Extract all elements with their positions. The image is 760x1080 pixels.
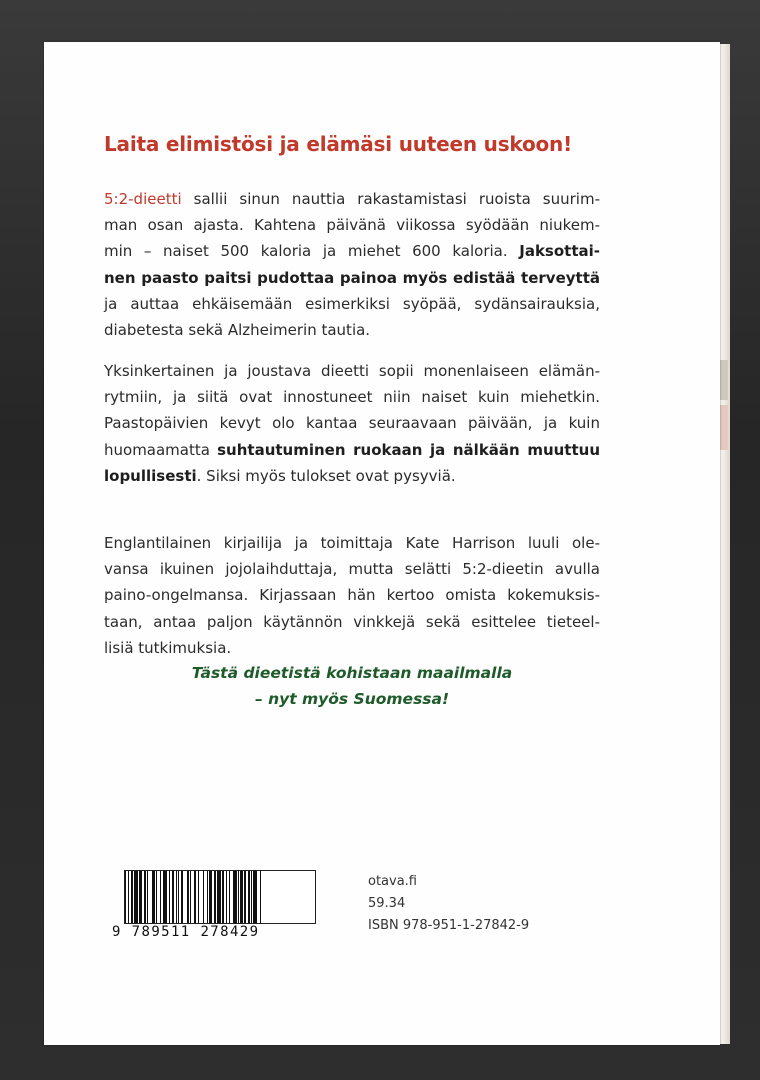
- paragraph-line: min – naiset 500 kaloria ja miehet 600 kaloria. Jaksottai-: [104, 242, 600, 261]
- paragraph-line: ja auttaa ehkäisemään esimerkiksi syöpää, sydänsairauksia,: [104, 294, 600, 313]
- barcode-bar: [261, 871, 262, 923]
- spine-shadow-mark: [720, 360, 728, 400]
- paragraph-line: Paastopäivien kevyt olo kantaa seuraavaan päivään, ja kuin: [104, 414, 600, 433]
- spine-shadow-mark: [720, 405, 728, 450]
- description-paragraph-2: [104, 358, 600, 489]
- tagline-line-1: Tästä dieetistä kohistaan maailmalla: [191, 664, 513, 682]
- paragraph-line: Englantilainen kirjailija ja toimittaja Kate Harrison luuli ole-: [104, 534, 600, 552]
- classification-code: 59.34: [368, 896, 406, 911]
- isbn-number: ISBN 978-951-1-27842-9: [368, 918, 530, 933]
- paragraph-line: rytmiin, ja siitä ovat innostuneet niin naiset kuin miehetkin.: [104, 388, 600, 407]
- paragraph-line: paino-ongelmansa. Kirjassaan hän kertoo omista kokemuksis-: [104, 586, 600, 605]
- barcode-digits: 9 789511 278429: [112, 924, 260, 940]
- paragraph-line: huomaamatta suhtautuminen ruokaan ja nälkään muuttuu: [104, 440, 601, 459]
- paragraph-line: diabetesta sekä Alzheimerin tautia.: [104, 321, 371, 340]
- paragraph-line: 5:2-dieetti sallii sinun nauttia rakastamistasi ruoista suurim-: [104, 190, 600, 208]
- back-cover-headline: Laita elimistösi ja elämäsi uuteen uskoon!: [104, 132, 573, 156]
- diet-name-highlight: 5:2-dieetti: [104, 190, 182, 208]
- paragraph-line: vansa ikuinen jojolaihduttaja, mutta selätti 5:2-dieetin avulla: [104, 560, 600, 579]
- bold-emphasis: suhtautuminen ruokaan ja nälkään muuttuu: [217, 440, 601, 459]
- paragraph-line: taan, antaa paljon käytännön vinkkejä sekä esittelee tieteel-: [104, 612, 600, 631]
- paragraph-line: [104, 265, 600, 291]
- description-paragraph-1: [104, 186, 600, 343]
- paragraph-line: lisiä tutkimuksia.: [104, 638, 232, 657]
- paragraph-line: man osan ajasta. Kahtena päivänä viikossa syödään niukem-: [104, 216, 600, 235]
- paragraph-line: lopullisesti. Siksi myös tulokset ovat pysyviä.: [104, 466, 456, 485]
- tagline-line-2: – nyt myös Suomessa!: [254, 690, 450, 708]
- publisher-website: otava.fi: [368, 874, 417, 889]
- bold-emphasis: nen paasto paitsi pudottaa painoa myös edistää terveyttä: [104, 268, 600, 287]
- bold-emphasis: lopullisesti: [104, 466, 197, 485]
- barcode-bars: [124, 870, 316, 924]
- tagline: [104, 660, 600, 712]
- isbn-barcode: [112, 870, 320, 940]
- publisher-info: [368, 871, 529, 937]
- bold-emphasis: Jaksottai-: [519, 242, 600, 261]
- paragraph-line: Yksinkertainen ja joustava dieetti sopii monenlaiseen elämän-: [104, 362, 600, 380]
- author-paragraph: [104, 530, 600, 661]
